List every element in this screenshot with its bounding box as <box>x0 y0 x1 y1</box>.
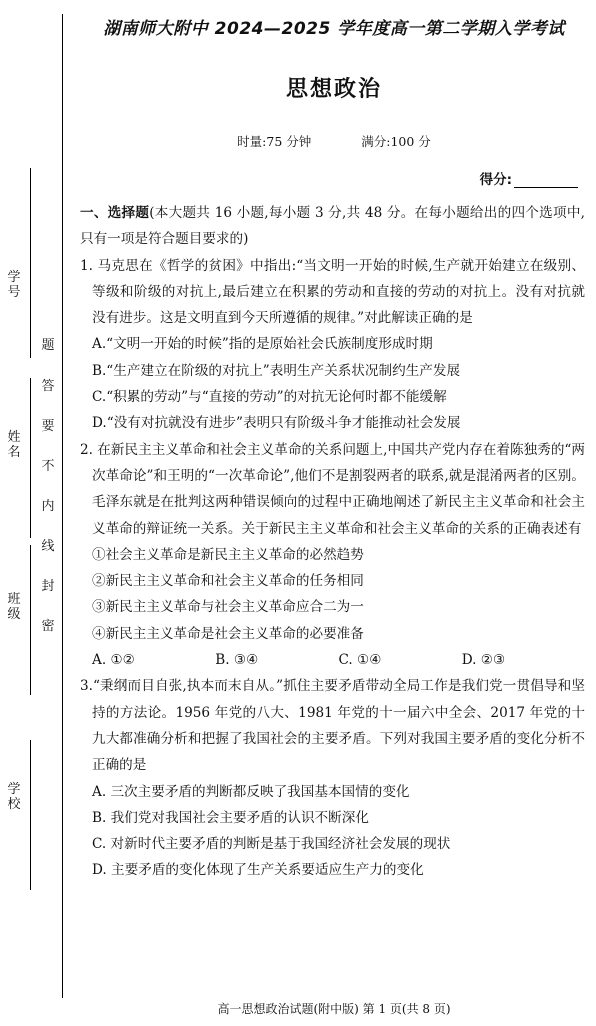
score-label: 得分: <box>479 172 512 188</box>
field-class-line <box>30 545 31 695</box>
choice: B. ③④ <box>215 652 259 669</box>
question-stem: 1. 马克思在《哲学的贫困》中指出:“当文明一开始的时候,生产就开始建立在级别、等级和阶级的对抗上,最后建立在积累的劳动和直接的劳动的对抗上。没有对抗就没有进步。这是文明直到今天所遵循的规律。”对此解读正确的是 <box>80 257 585 327</box>
score-blank[interactable] <box>514 173 578 188</box>
question-stem: 3.“秉纲而目自张,执本而末自从。”抓住主要矛盾带动全局工作是我们党一贯倡导和坚持的方法论。1956 年党的八大、1981 年党的十一届六中全会、2017 年党的十九大都准确分析和把握了我国社会的主要矛盾。下列对我国主要矛盾的变化分析不正确的是 <box>80 678 585 774</box>
full-score: 满分:100 分 <box>361 134 431 149</box>
seal-char: 不 <box>41 459 55 474</box>
section-title: 一、选择题 <box>80 205 150 221</box>
option: A. 三次主要矛盾的判断都反映了我国基本国情的变化 <box>92 783 410 800</box>
seal-char: 封 <box>41 579 55 594</box>
statement: ③新民主主义革命与社会主义革命应合二为一 <box>92 599 364 616</box>
score-box <box>480 168 578 188</box>
time-limit: 时量:75 分钟 <box>237 134 312 149</box>
subject-title: 思想政治 <box>285 77 382 102</box>
choice: A. ①② <box>92 652 135 669</box>
seal-char: 要 <box>41 419 55 434</box>
seal-char: 密 <box>41 619 55 634</box>
option: C. 对新时代主要矛盾的判断是基于我国经济社会发展的现状 <box>92 836 451 853</box>
binding-strip <box>0 0 66 1026</box>
seal-line <box>62 14 63 998</box>
seal-char: 题 <box>41 338 55 353</box>
option: C.“积累的劳动”与“直接的劳动”的对抗无论何时都不能缓解 <box>92 389 447 406</box>
option: B.“生产建立在阶级的对抗上”表明生产关系状况制约生产发展 <box>92 362 461 379</box>
seal-char: 内 <box>41 499 55 514</box>
section-instruction: (本大题共 16 小题,每小题 3 分,共 48 分。在每小题给出的四个选项中,只有一项是符合题目要求的) <box>80 205 585 248</box>
section-header <box>80 200 585 253</box>
field-name-line <box>30 378 31 538</box>
seal-char: 答 <box>41 379 55 394</box>
field-label: 学校 <box>7 782 21 812</box>
seal-char: 线 <box>41 539 55 554</box>
field-student-number <box>6 270 36 300</box>
question-body <box>80 200 585 884</box>
statement: ②新民主主义革命和社会主义革命的任务相同 <box>92 573 364 590</box>
choice: D. ②③ <box>461 652 506 669</box>
field-class <box>6 592 36 622</box>
option: D.“没有对抗就没有进步”表明只有阶级斗争才能推动社会发展 <box>92 415 461 432</box>
exam-meta <box>80 132 588 150</box>
option: B. 我们党对我国社会主要矛盾的认识不断深化 <box>92 809 369 826</box>
school-title: 湖南师大附中 2024—2025 学年度高一第二学期入学考试 <box>103 19 565 39</box>
statement: ①社会主义革命是新民主主义革命的必然趋势 <box>92 546 364 563</box>
field-name <box>6 430 36 460</box>
option: A.“文明一开始的时候”指的是原始社会氏族制度形成时期 <box>92 336 433 353</box>
choice: C. ①④ <box>338 652 382 669</box>
option: D. 主要矛盾的变化体现了生产关系要适应生产力的变化 <box>92 862 424 879</box>
field-student-number-line <box>30 168 31 358</box>
field-school <box>6 782 36 812</box>
choice-row <box>80 647 585 673</box>
question-stem: 2. 在新民主主义革命和社会主义革命的关系问题上,中国共产党内存在着陈独秀的“两次革命论”和王明的“一次革命论”,他们不是割裂两者的联系,就是混淆两者的区别。毛泽东就是在批判这两种错误倾向的过程中正确地阐述了新民主主义革命和社会主义革命的辩证统一关系。关于新民主主义革命和社会主义革命的关系的正确表述有 <box>80 441 585 537</box>
field-label: 学号 <box>7 270 21 300</box>
field-label: 姓名 <box>7 430 21 460</box>
field-school-line <box>30 740 31 890</box>
statement: ④新民主主义革命是社会主义革命的必要准备 <box>92 625 364 642</box>
page-footer: 高一思想政治试题(附中版) 第 1 页(共 8 页) <box>217 1002 451 1016</box>
field-label: 班级 <box>7 592 21 622</box>
